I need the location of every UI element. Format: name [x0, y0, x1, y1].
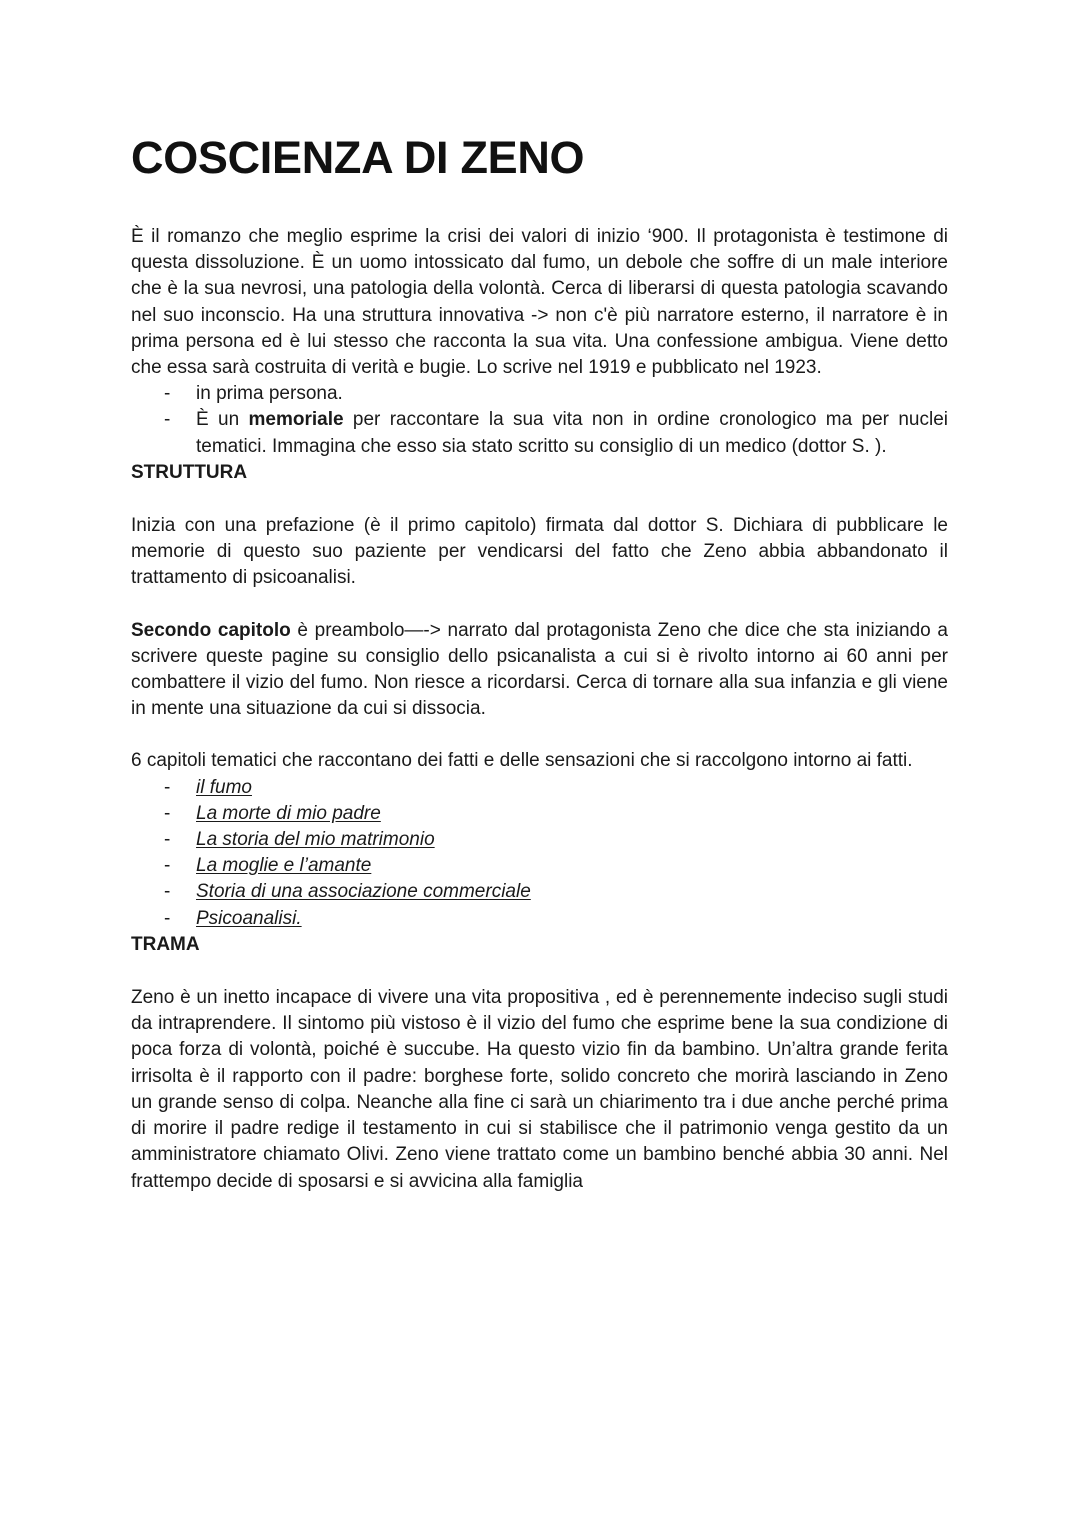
- document-content: [131, 128, 948, 1195]
- paragraph-text: è preambolo—-> narrato dal protagonista Zeno che dice che sta iniziando a scrivere queste pagine su consiglio dello psicanalista a cui si è rivolto intorno ai 60 anni per combattere il vizio del fumo. Non riesce a ricordarsi. Cerca di tornare alla sua infanzia e gli viene in mente una situazione da cui si dissocia.: [131, 619, 948, 720]
- chapter-link-moglie-amante[interactable]: La moglie e l’amante: [196, 855, 372, 877]
- chapters-list: [131, 775, 948, 932]
- list-item: [131, 407, 948, 459]
- section-heading-trama: TRAMA: [131, 933, 200, 955]
- capitoli-intro-paragraph: 6 capitoli tematici che raccontano dei fatti e delle sensazioni che si raccolgono intorno ai fatti.: [131, 750, 913, 772]
- list-item: [131, 381, 948, 407]
- list-item: [131, 775, 948, 801]
- struttura-paragraph: Inizia con una prefazione (è il primo capitolo) firmata dal dottor S. Dichiara di pubblicare le memorie di questo suo paziente per vendicarsi del fatto che Zeno abbia abbandonato il trattamento di psicoanalisi.: [131, 515, 948, 589]
- list-item: [131, 906, 948, 932]
- list-item-text: per raccontare la sua vita non in ordine cronologico ma per nuclei tematici. Immagina che esso sia stato scritto su consiglio di un medico (dottor S. ).: [196, 409, 948, 457]
- list-item: [131, 827, 948, 853]
- chapter-link-matrimonio[interactable]: La storia del mio matrimonio: [196, 829, 435, 851]
- list-item: [131, 801, 948, 827]
- bold-term-memoriale: memoriale: [248, 409, 344, 431]
- intro-paragraph: È il romanzo che meglio esprime la crisi dei valori di inizio ‘900. Il protagonista è testimone di questa dissoluzione. È un uomo intossicato dal fumo, un debole che soffre di un male interiore che è la sua nevrosi, una patologia della volontà. Cerca di liberarsi di questa patologia scavando nel suo inconscio. Ha una struttura innovativa -> non c'è più narratore esterno, il narratore è in prima persona ed è lui stesso che racconta la sua vita. Una confessione ambigua. Viene detto che essa sarà costruita di verità e bugie. Lo scrive nel 1919 e pubblicato nel 1923.: [131, 226, 948, 379]
- chapter-link-psicoanalisi[interactable]: Psicoanalisi.: [196, 907, 302, 929]
- section-heading-struttura: STRUTTURA: [131, 461, 248, 483]
- trama-paragraph: Zeno è un inetto incapace di vivere una vita propositiva , ed è perennemente indeciso sugli studi da intraprendere. Il sintomo più vistoso è il vizio del fumo che esprime bene la sua condizione di poca forza di volontà, poiché è succube. Ha questo vizio fin da bambino. Un’altra grande ferita irrisolta è il rapporto con il padre: borghese forte, solido concreto che morirà lasciando in Zeno un grande senso di colpa. Neanche alla fine ci sarà un chiarimento tra i due anche perché prima di morire il padre redige il testamento in cui si stabilisce che il patrimonio venga gestito da un amministratore chiamato Olivi. Zeno viene trattato come un bambino benché abbia 30 anni. Nel frattempo decide di sposarsi e si avvicina alla famiglia: [131, 987, 948, 1192]
- chapter-link-il-fumo[interactable]: il fumo: [196, 776, 252, 798]
- chapter-link-associazione-commerciale[interactable]: Storia di una associazione commerciale: [196, 881, 531, 903]
- bold-term-secondo-capitolo: Secondo capitolo: [131, 619, 291, 641]
- chapter-link-morte-padre[interactable]: La morte di mio padre: [196, 802, 381, 824]
- list-item: [131, 879, 948, 905]
- page-title: COSCIENZA DI ZENO: [131, 132, 585, 183]
- features-list: [131, 381, 948, 460]
- list-item-prefix: È un: [196, 409, 249, 431]
- list-item: [131, 853, 948, 879]
- list-item-text: in prima persona.: [196, 383, 343, 405]
- secondo-capitolo-paragraph: [131, 618, 948, 723]
